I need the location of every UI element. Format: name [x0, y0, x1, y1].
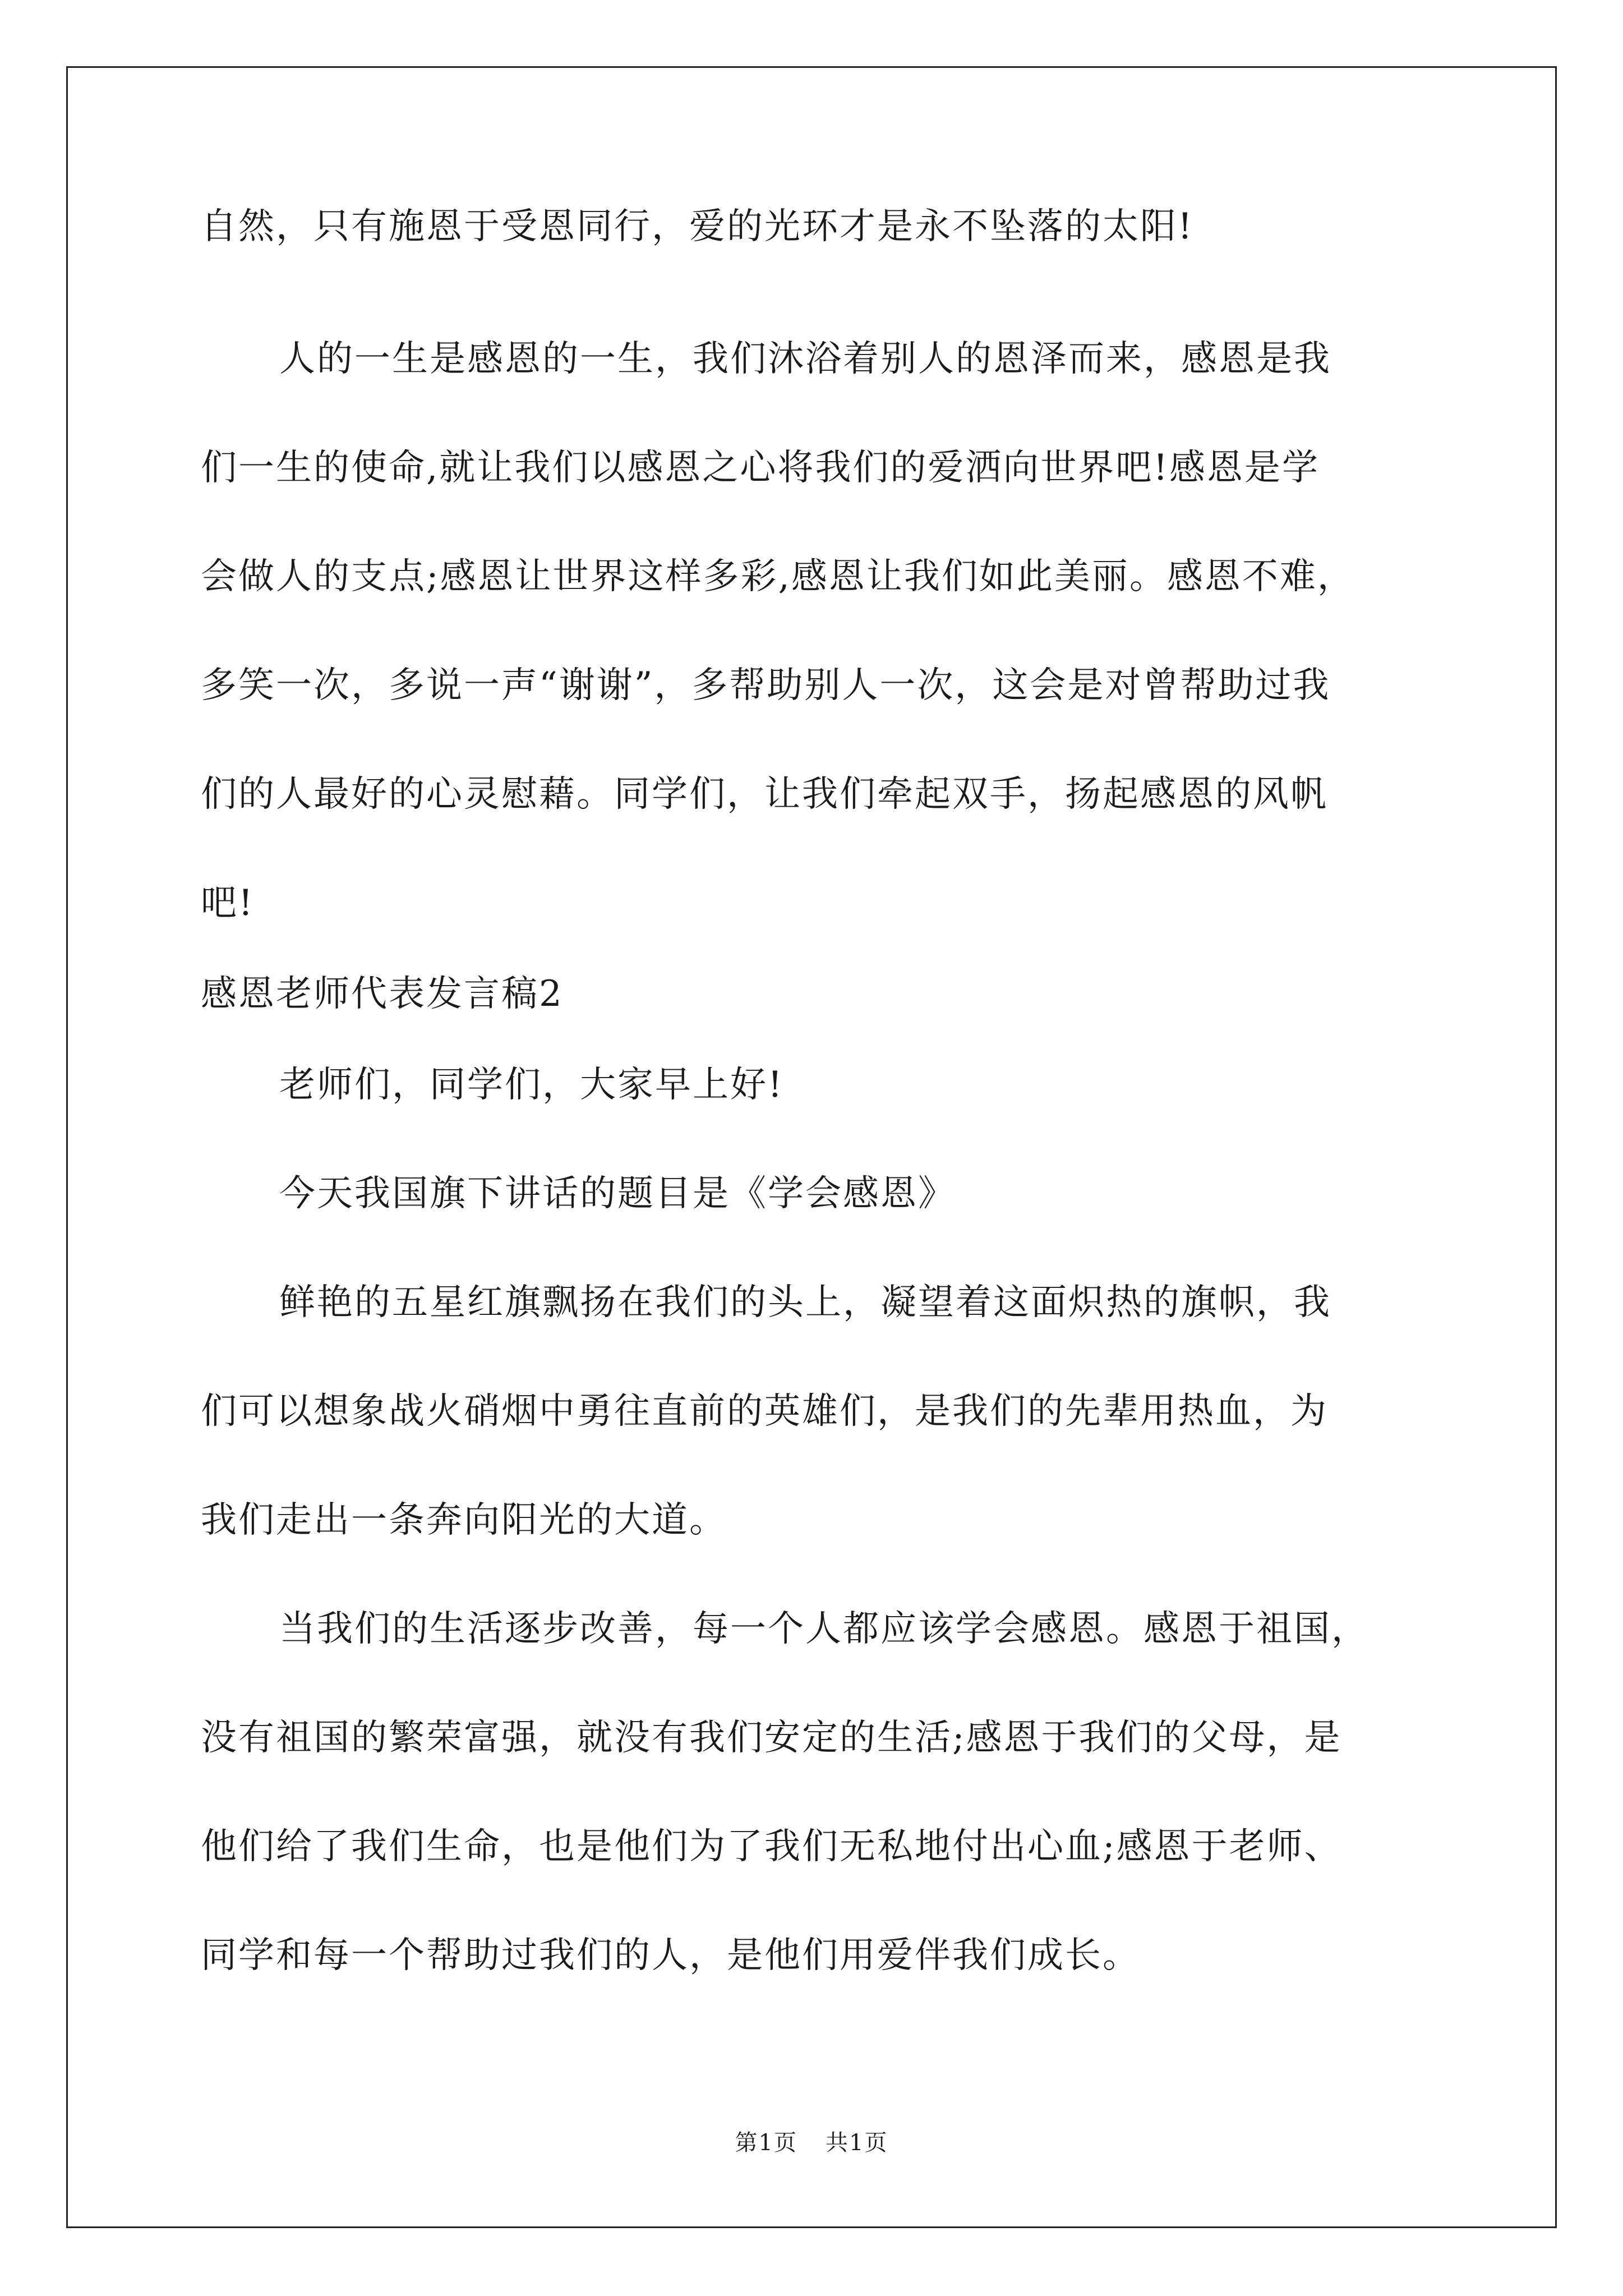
page-border — [66, 66, 1557, 2228]
paragraph-line: 人的一生是感恩的一生，我们沐浴着别人的恩泽而来，感恩是我 — [279, 338, 1331, 380]
paragraph-line: 当我们的生活逐步改善，每一个人都应该学会感恩。感恩于祖国， — [279, 1608, 1369, 1650]
paragraph-line: 们一生的使命,就让我们以感恩之心将我们的爱洒向世界吧!感恩是学 — [201, 447, 1320, 489]
paragraph-line: 自然，只有施恩于受恩同行，爱的光环才是永不坠落的太阳! — [201, 206, 1194, 247]
section-heading: 感恩老师代表发言稿2 — [201, 973, 564, 1015]
paragraph-line: 老师们，同学们，大家早上好! — [279, 1064, 784, 1106]
paragraph-line: 鲜艳的五星红旗飘扬在我们的头上，凝望着这面炽热的旗帜，我 — [279, 1282, 1331, 1323]
paragraph-line: 他们给了我们生命，也是他们为了我们无私地付出心血;感恩于老师、 — [201, 1826, 1342, 1867]
paragraph-line: 多笑一次，多说一声“谢谢”，多帮助别人一次，这会是对曾帮助过我 — [201, 665, 1331, 706]
paragraph-line: 我们走出一条奔向阳光的大道。 — [201, 1499, 727, 1541]
paragraph-line: 没有祖国的繁荣富强，就没有我们安定的生活;感恩于我们的父母，是 — [201, 1717, 1342, 1759]
paragraph-line: 会做人的支点;感恩让世界这样多彩,感恩让我们如此美丽。感恩不难， — [201, 556, 1355, 597]
paragraph-line: 同学和每一个帮助过我们的人，是他们用爱伴我们成长。 — [201, 1935, 1140, 1976]
paragraph-line: 们的人最好的心灵慰藉。同学们，让我们牵起双手，扬起感恩的风帆 — [201, 774, 1328, 815]
page-total: 共1页 — [826, 2130, 888, 2156]
page-number: 第1页 — [735, 2130, 797, 2156]
paragraph-line: 今天我国旗下讲话的题目是《学会感恩》 — [279, 1173, 956, 1214]
paragraph-line: 吧! — [201, 882, 255, 924]
paragraph-line: 们可以想象战火硝烟中勇往直前的英雄们，是我们的先辈用热血，为 — [201, 1391, 1328, 1432]
page-footer — [0, 2132, 1623, 2154]
